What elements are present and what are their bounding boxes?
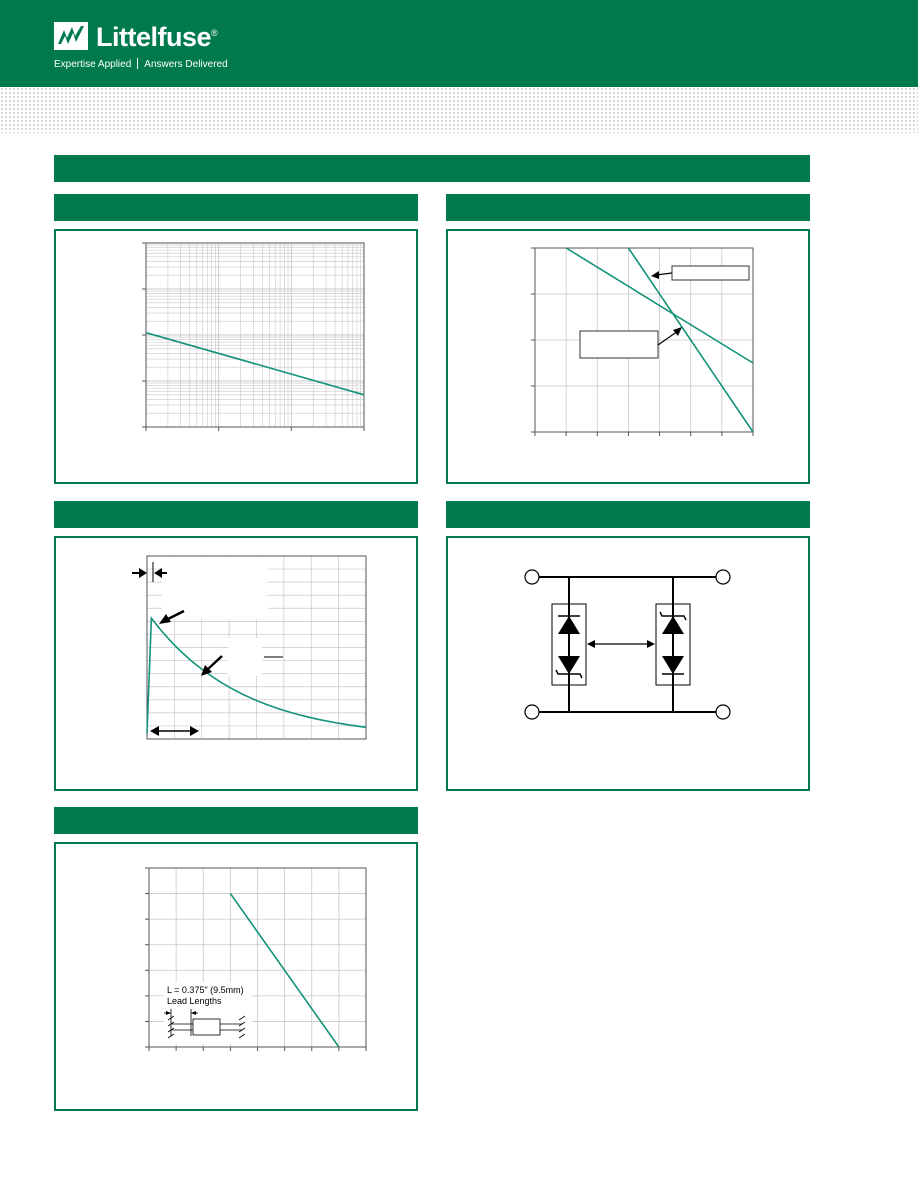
figure-9-inset-lead-caption: Lead Lengths [167, 996, 222, 1006]
brand-name: Littelfuse® [96, 22, 218, 52]
figure-9-inset-lead-label: L = 0.375" (9.5mm) [167, 985, 244, 995]
brand-tagline: Expertise Applied Answers Delivered [54, 59, 228, 70]
